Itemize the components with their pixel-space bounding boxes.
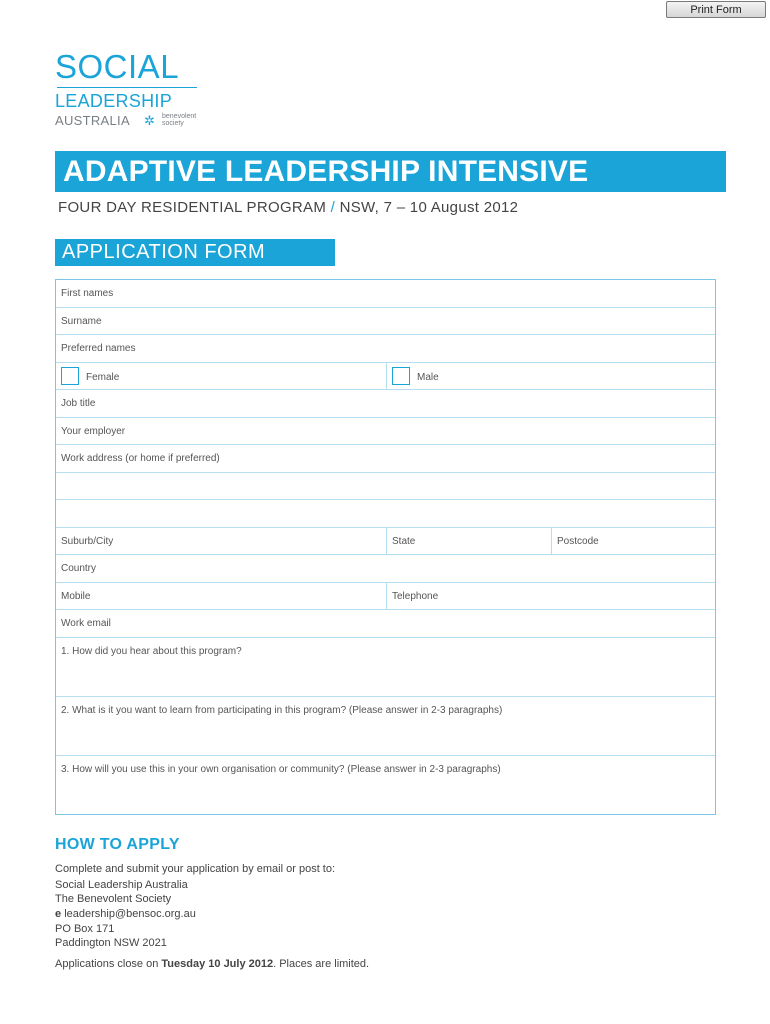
employer-label: Your employer <box>61 426 126 437</box>
subtitle-separator: / <box>326 199 340 216</box>
logo-rule <box>57 87 197 88</box>
logo-line-leadership: LEADERSHIP <box>55 91 173 111</box>
suburb-state-postcode-row <box>56 528 715 555</box>
telephone-label: Telephone <box>392 591 439 602</box>
suburb-field[interactable] <box>56 528 386 554</box>
work-email-field[interactable] <box>56 610 715 638</box>
male-label: Male <box>417 372 439 383</box>
suburb-label: Suburb/City <box>61 536 114 547</box>
apply-suburb: Paddington NSW 2021 <box>55 937 167 949</box>
state-label: State <box>392 536 416 547</box>
closing-post: . Places are limited. <box>273 958 370 970</box>
partner-line-1: benevolent <box>162 113 197 120</box>
question-3-label: 3. How will you use this in your own organisation or community? (Please answer in 2-3 paragraphs) <box>61 764 501 775</box>
female-checkbox[interactable] <box>61 367 79 385</box>
male-option <box>386 363 715 389</box>
work-email-label: Work email <box>61 618 111 629</box>
logo-line-social: SOCIAL <box>55 48 180 85</box>
apply-society: The Benevolent Society <box>55 893 172 905</box>
applications-close-note <box>55 957 369 971</box>
job-title-field[interactable] <box>56 390 715 418</box>
preferred-names-label: Preferred names <box>61 343 136 354</box>
female-option <box>56 363 386 389</box>
apply-instructions: Complete and submit your application by email or post to: <box>55 863 336 875</box>
subtitle-location-dates: NSW, 7 – 10 August 2012 <box>339 199 519 216</box>
closing-pre: Applications close on <box>55 958 162 970</box>
star-burst-icon: ✲ <box>144 113 155 128</box>
gender-row <box>56 363 715 390</box>
apply-email-line <box>55 907 196 921</box>
surname-label: Surname <box>61 316 102 327</box>
mobile-label: Mobile <box>61 591 91 602</box>
country-field[interactable] <box>56 555 715 583</box>
benevolent-society-logo <box>162 113 196 127</box>
program-subtitle <box>58 199 518 216</box>
male-checkbox[interactable] <box>392 367 410 385</box>
work-address-field[interactable] <box>56 445 715 473</box>
preferred-names-field[interactable] <box>56 335 715 363</box>
mobile-field[interactable] <box>56 583 386 609</box>
form-heading: APPLICATION FORM <box>55 239 335 266</box>
logo-line-australia: AUSTRALIA <box>55 113 130 128</box>
social-leadership-logo <box>55 50 215 130</box>
apply-po-box: PO Box 171 <box>55 923 115 935</box>
subtitle-program: FOUR DAY RESIDENTIAL PROGRAM <box>58 199 327 216</box>
phone-row <box>56 583 715 610</box>
state-field[interactable] <box>386 528 551 554</box>
question-3-field[interactable] <box>56 756 715 814</box>
country-label: Country <box>61 563 97 574</box>
female-label: Female <box>86 372 120 383</box>
closing-date: Tuesday 10 July 2012 <box>161 958 274 970</box>
question-1-field[interactable] <box>56 638 715 697</box>
apply-org: Social Leadership Australia <box>55 879 188 891</box>
postcode-field[interactable] <box>551 528 715 554</box>
first-names-field[interactable] <box>56 280 715 308</box>
email-prefix: e <box>55 908 62 920</box>
postcode-label: Postcode <box>557 536 599 547</box>
partner-line-2: society <box>162 120 184 127</box>
job-title-label: Job title <box>61 398 96 409</box>
telephone-field[interactable] <box>386 583 715 609</box>
print-form-button[interactable]: Print Form <box>666 1 766 18</box>
work-address-line-2[interactable] <box>56 473 715 500</box>
work-address-line-3[interactable] <box>56 500 715 528</box>
first-names-label: First names <box>61 288 114 299</box>
question-1-label: 1. How did you hear about this program? <box>61 646 242 657</box>
how-to-apply-heading: HOW TO APPLY <box>55 836 180 853</box>
work-address-label: Work address (or home if preferred) <box>61 453 220 464</box>
question-2-label: 2. What is it you want to learn from participating in this program? (Please answer in 2-3 paragraphs) <box>61 705 503 716</box>
apply-email-link[interactable]: leadership@bensoc.org.au <box>64 908 196 920</box>
employer-field[interactable] <box>56 418 715 445</box>
page-title: ADAPTIVE LEADERSHIP INTENSIVE <box>55 151 726 192</box>
application-form <box>55 279 716 815</box>
surname-field[interactable] <box>56 308 715 335</box>
question-2-field[interactable] <box>56 697 715 756</box>
